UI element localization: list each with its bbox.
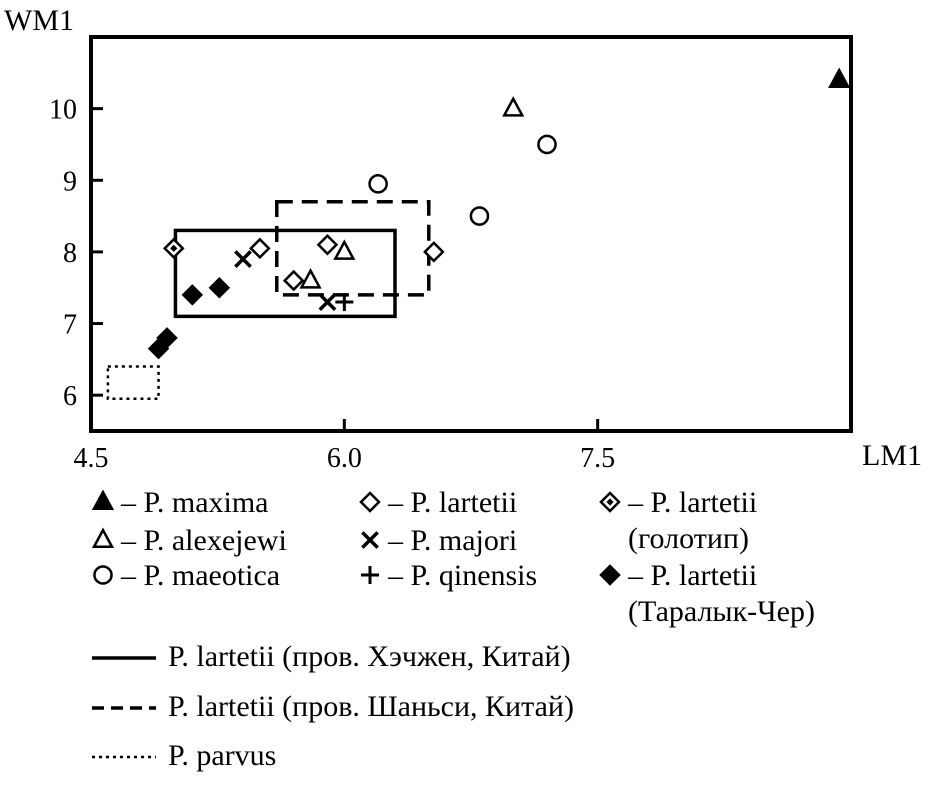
marker-diamond-open	[361, 493, 379, 511]
marker-diamond-open	[318, 236, 336, 254]
marker-triangle-filled	[94, 492, 112, 509]
marker-triangle-open	[302, 271, 320, 288]
axis-ticks	[49, 95, 615, 474]
region-box-solid	[175, 230, 395, 316]
marker-circle-open	[471, 208, 488, 225]
legend-region-label: P. lartetii (пров. Шаньси, Китай)	[168, 690, 574, 723]
marker-diamond-dot	[165, 239, 183, 257]
plot-frame	[91, 37, 851, 431]
marker-diamond-dot	[601, 493, 619, 511]
legend-entry-label: – P. alexejewi	[121, 524, 287, 557]
y-tick-label: 8	[63, 237, 77, 269]
marker-circle-open	[94, 566, 111, 583]
marker-triangle-open	[94, 530, 112, 547]
marker-diamond-filled	[601, 566, 619, 584]
marker-diamond-open	[251, 239, 269, 257]
y-tick-label: 10	[49, 94, 77, 126]
legend-entry-label: – P. maxima	[121, 486, 269, 519]
marker-circle-open	[370, 175, 387, 192]
y-tick-label: 9	[63, 166, 77, 198]
x-tick-label: 4.5	[73, 443, 109, 474]
legend-entry-label: – P. lartetii	[628, 559, 758, 592]
region-box-dotted	[108, 367, 159, 399]
x-axis-label: LM1	[862, 439, 922, 472]
marker-diamond-open	[285, 272, 303, 290]
y-tick-label: 7	[63, 309, 77, 341]
marker-plus	[361, 566, 379, 584]
marker-x	[320, 294, 335, 309]
legend-entry-label: – P. maeotica	[121, 559, 281, 592]
marker-x	[362, 532, 377, 547]
legend-entry-label: – P. qinensis	[388, 559, 538, 592]
marker-triangle-filled	[830, 70, 848, 87]
marker-triangle-open	[335, 242, 353, 259]
legend	[92, 486, 815, 772]
marker-triangle-open	[504, 99, 522, 116]
legend-entry-label: – P. majori	[388, 524, 518, 557]
legend-entry-label: – P. lartetii	[628, 486, 758, 519]
y-tick-label: 6	[63, 381, 77, 413]
legend-entry-label: – P. lartetii	[388, 486, 518, 519]
legend-region-label: P. lartetii (пров. Хэчжен, Китай)	[168, 640, 571, 673]
region-boxes	[108, 202, 429, 399]
y-axis-label: WM1	[4, 4, 74, 37]
x-tick-label: 6.0	[326, 443, 362, 474]
x-tick-label: 7.5	[580, 443, 616, 474]
legend-entry-label: (Таралык-Чер)	[628, 595, 815, 628]
marker-circle-open	[538, 136, 555, 153]
marker-diamond-filled	[183, 286, 201, 304]
marker-diamond-filled	[210, 279, 228, 297]
data-points	[150, 70, 849, 358]
marker-x	[235, 251, 250, 266]
legend-region-label: P. parvus	[168, 739, 277, 772]
legend-entry-label: (голотип)	[628, 522, 749, 555]
